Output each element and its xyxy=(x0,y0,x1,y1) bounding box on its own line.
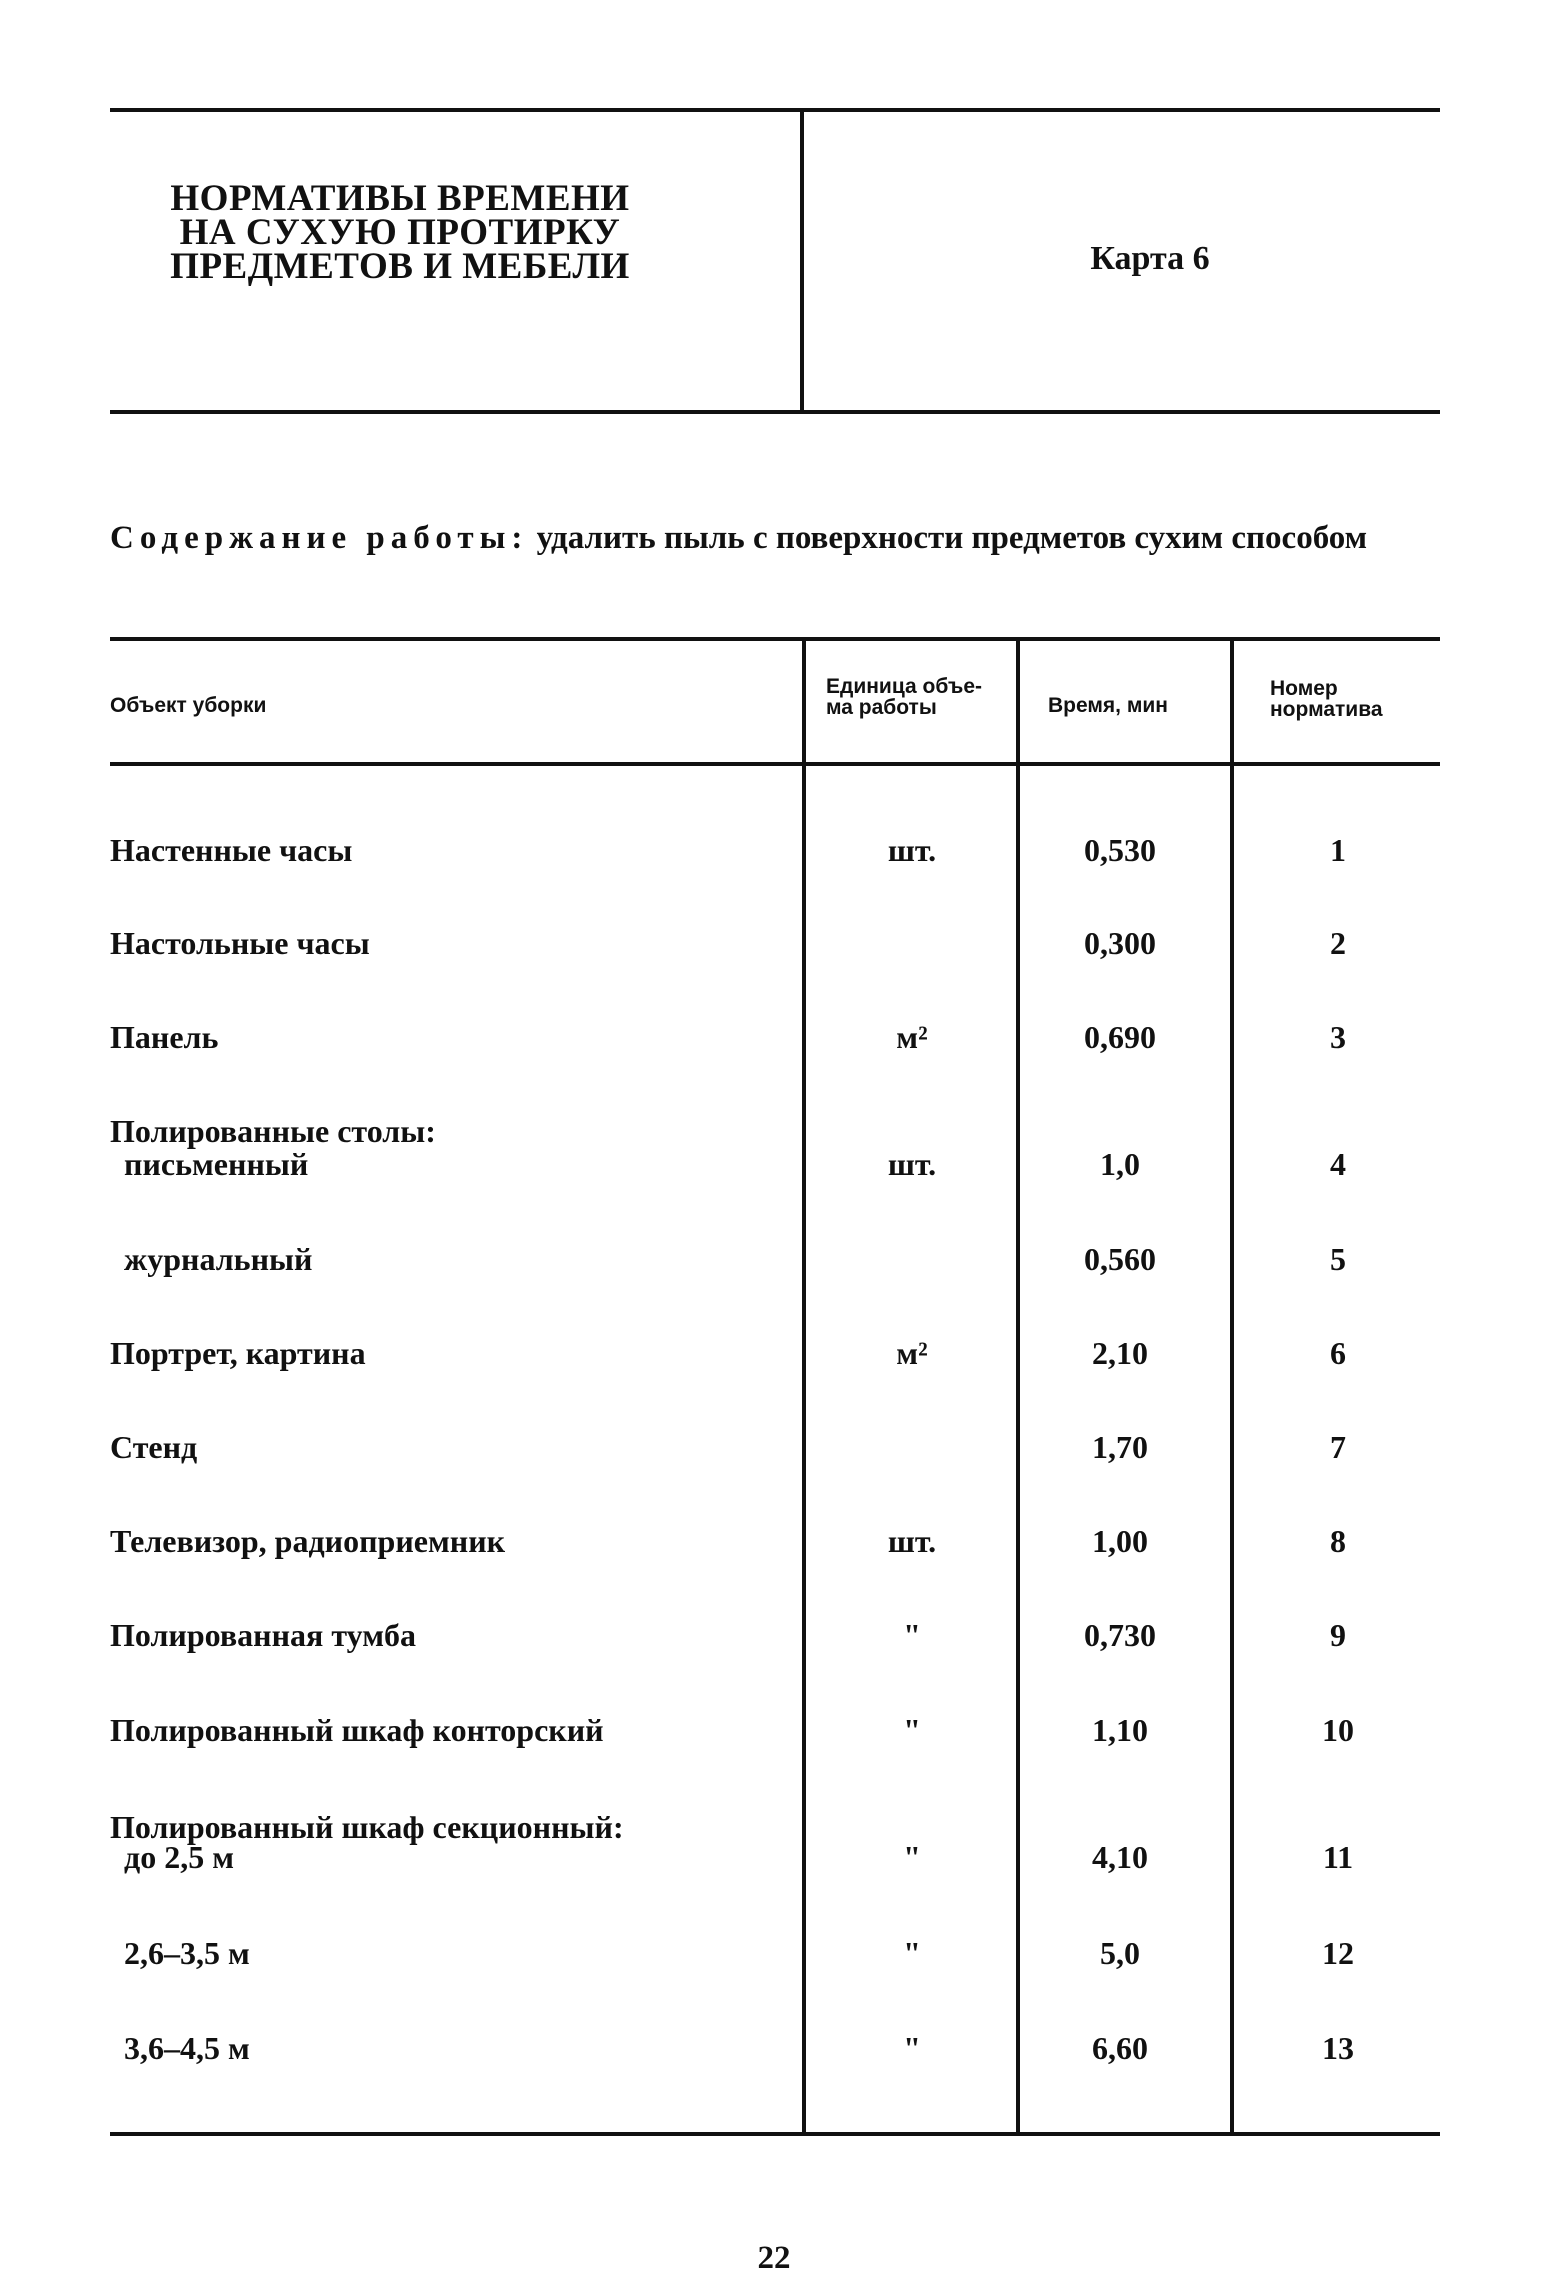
table-row-object: 2,6–3,5 м xyxy=(124,1935,250,1971)
header-time: Время, мин xyxy=(1048,694,1168,717)
table-bottom-rule xyxy=(110,2132,1440,2136)
header-object: Объект уборки xyxy=(110,694,267,717)
table-top-rule xyxy=(110,637,1440,641)
table-row-time: 0,690 xyxy=(1084,1019,1156,1055)
header-number-line1: Номер xyxy=(1270,677,1338,700)
table-row-group: Полированные столы: xyxy=(110,1113,436,1149)
table-row-number: 8 xyxy=(1330,1523,1346,1559)
table-row-time: 0,300 xyxy=(1084,925,1156,961)
table-header-rule xyxy=(110,762,1440,766)
table-row-number: 11 xyxy=(1322,1839,1354,1875)
table-row-unit: м² xyxy=(896,1335,928,1371)
table-row-object: письменный xyxy=(124,1146,309,1182)
table-row-time: 1,00 xyxy=(1092,1523,1148,1559)
table-row-object: Телевизор, радиоприемник xyxy=(110,1523,506,1559)
table-row-unit: " xyxy=(903,1839,921,1875)
title-line-1: НОРМАТИВЫ ВРЕМЕНИ xyxy=(170,178,630,219)
header-number-line2: норматива xyxy=(1270,698,1383,721)
table-row-time: 1,70 xyxy=(1092,1429,1148,1465)
table-row-time: 0,560 xyxy=(1084,1241,1156,1277)
table-row-object: Стенд xyxy=(110,1429,198,1465)
table-row-unit: м² xyxy=(896,1019,928,1055)
table-row-time: 0,730 xyxy=(1084,1617,1156,1653)
table-row-unit: шт. xyxy=(887,1523,937,1559)
table-row-unit: " xyxy=(903,1617,921,1653)
page-number: 22 xyxy=(757,2240,791,2276)
header-divider xyxy=(800,108,804,413)
table-row-unit: " xyxy=(903,1935,921,1971)
table-row-unit: шт. xyxy=(887,1146,937,1182)
header-top-rule xyxy=(110,108,1440,112)
title-line-2: НА СУХУЮ ПРОТИРКУ xyxy=(179,212,621,253)
table-row-time: 5,0 xyxy=(1100,1935,1140,1971)
table-row-object: Настенные часы xyxy=(110,832,353,868)
work-content xyxy=(110,520,1367,557)
table-row-time: 2,10 xyxy=(1092,1335,1148,1371)
table-row-object: Полированный шкаф конторский xyxy=(110,1712,604,1748)
table-row-object: Полированная тумба xyxy=(110,1617,416,1653)
work-content-label: Содержание работы: xyxy=(110,520,529,556)
table-row-time: 1,0 xyxy=(1100,1146,1140,1182)
table-row-number: 4 xyxy=(1330,1146,1346,1182)
table-row-number: 10 xyxy=(1322,1712,1354,1748)
table-row-number: 5 xyxy=(1330,1241,1346,1277)
table-row-group: Полированный шкаф секционный: xyxy=(110,1809,624,1845)
table-row-unit: " xyxy=(903,2030,921,2066)
table-row-object: до 2,5 м xyxy=(124,1839,234,1875)
table-row-time: 0,530 xyxy=(1084,832,1156,868)
table-row-time: 6,60 xyxy=(1092,2030,1148,2066)
table-row-time: 1,10 xyxy=(1092,1712,1148,1748)
table-row-object: Настольные часы xyxy=(110,925,370,961)
title-line-3: ПРЕДМЕТОВ И МЕБЕЛИ xyxy=(170,246,630,287)
table-row-number: 3 xyxy=(1330,1019,1346,1055)
table-row-number: 7 xyxy=(1330,1429,1346,1465)
table-row-number: 2 xyxy=(1330,925,1346,961)
table-row-number: 12 xyxy=(1322,1935,1354,1971)
header-number xyxy=(1270,678,1383,720)
column-divider-1 xyxy=(802,637,806,2136)
table-row-unit: " xyxy=(903,1712,921,1748)
table-row-object: 3,6–4,5 м xyxy=(124,2030,250,2066)
table-row-number: 6 xyxy=(1330,1335,1346,1371)
header-unit-line1: Единица объе- xyxy=(826,675,983,698)
work-content-text: удалить пыль с поверхности предметов сухим способом xyxy=(528,520,1368,556)
card-number: Карта 6 xyxy=(1090,240,1210,277)
header-unit xyxy=(826,676,982,718)
table-row-object: журнальный xyxy=(124,1241,313,1277)
table-row-unit: шт. xyxy=(887,832,937,868)
table-row-number: 1 xyxy=(1330,832,1346,868)
header-unit-line2: ма работы xyxy=(826,696,937,719)
table-row-number: 9 xyxy=(1330,1617,1346,1653)
table-row-number: 13 xyxy=(1322,2030,1354,2066)
column-divider-3 xyxy=(1230,637,1234,2136)
table-row-object: Портрет, картина xyxy=(110,1335,366,1371)
header-bottom-rule xyxy=(110,410,1440,414)
table-row-time: 4,10 xyxy=(1092,1839,1148,1875)
table-row-object: Панель xyxy=(110,1019,219,1055)
